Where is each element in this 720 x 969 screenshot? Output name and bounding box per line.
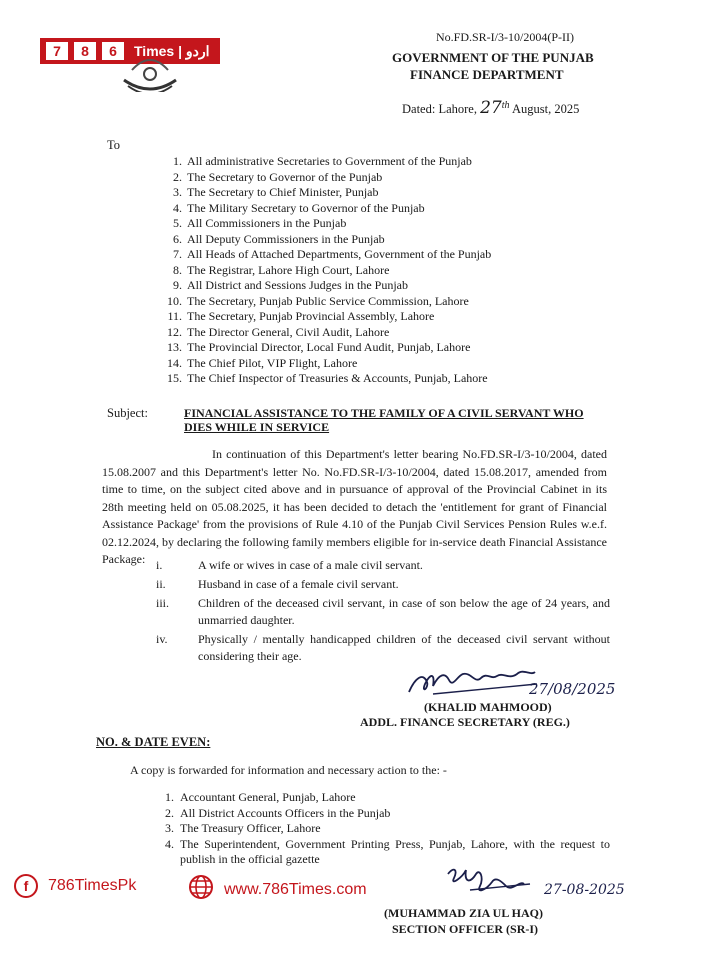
date-prefix: Dated: Lahore, <box>402 102 477 116</box>
list-item: 5. All Commissioners in the Punjab <box>173 216 347 230</box>
body-paragraph <box>102 446 607 569</box>
addressee-list <box>150 154 620 387</box>
body-text: In continuation of this Department's letter bearing No.FD.SR-I/3-10/2004, dated 15.08.2007 and this Department's letter No. No.FD.SR-I/3-10/2004, dated 15.08.2017, amended from time to time, on the subject cited above and in pursuance of approval of the Provincial Cabinet in its 28th meeting held on 05.08.2025, it has been decided to detach the 'entitlement for grant of Financial Assistance Package' from the provisions of Rule 4.10 of the Punjab Civil Services Pension Rules w.e.f. 02.12.2024, by declaring the following family members eligible for in-service death Financial Assistance Package: <box>102 447 607 566</box>
watermark-digit-8: 8 <box>74 42 96 60</box>
date-month-year: August, 2025 <box>511 102 580 116</box>
government-seal-icon <box>118 40 182 92</box>
department-heading: FINANCE DEPARTMENT <box>410 67 564 82</box>
eligible-members-list <box>150 557 610 667</box>
facebook-handle: 786TimesPk <box>48 877 137 894</box>
signature-zia-ul-haq <box>440 860 660 912</box>
to-label: To <box>107 138 121 152</box>
government-heading: GOVERNMENT OF THE PUNJAB <box>392 50 594 65</box>
facebook-link[interactable] <box>14 874 136 898</box>
subject-text: FINANCIAL ASSISTANCE TO THE FAMILY OF A CIVIL SERVANT WHO DIES WHILE IN SERVICE <box>184 406 584 434</box>
reference-number: No.FD.SR-I/3-10/2004(P-II) <box>436 30 574 44</box>
signature-date: 27/08/2025 <box>529 680 616 698</box>
date-day-handwritten: 27 <box>480 98 502 118</box>
signatory-name: (KHALID MAHMOOD) <box>424 700 552 714</box>
list-item: 8. The Registrar, Lahore High Court, Lahore <box>173 262 390 277</box>
copy-forwarded-text: A copy is forwarded for information and necessary action to the: - <box>130 763 447 777</box>
website-url: www.786Times.com <box>224 880 367 898</box>
globe-icon <box>188 874 214 905</box>
list-item: 12. The Director General, Civil Audit, Lahore <box>167 324 390 339</box>
signature-date: 27-08-2025 <box>544 882 625 898</box>
list-item: 10. The Secretary, Punjab Public Service Commission, Lahore <box>167 293 469 308</box>
list-item: 2. The Secretary to Governor of the Punjab <box>173 169 383 184</box>
signature-khalid-mahmood <box>405 658 625 700</box>
list-item: 4. The Superintendent, Government Printing Press, Punjab, Lahore, with the request to publish in the official gazette <box>165 836 610 866</box>
list-item: 14. The Chief Pilot, VIP Flight, Lahore <box>167 355 358 370</box>
list-item: 9. All District and Sessions Judges in the Punjab <box>173 278 408 292</box>
date-line <box>402 98 579 118</box>
watermark-digit-6: 6 <box>102 42 124 60</box>
list-item: 1. All administrative Secretaries to Government of the Punjab <box>173 154 472 168</box>
facebook-icon: f <box>14 874 38 898</box>
watermark-label: Times | اردو <box>134 42 210 59</box>
list-item: 3. The Treasury Officer, Lahore <box>165 821 321 835</box>
section-officer-name: (MUHAMMAD ZIA UL HAQ) <box>384 906 543 920</box>
list-item: ii. Husband in case of a female civil servant. <box>156 577 399 591</box>
website-link[interactable] <box>188 874 367 905</box>
list-item: 11. The Secretary, Punjab Provincial Assembly, Lahore <box>167 309 435 323</box>
list-item: i. A wife or wives in case of a male civil servant. <box>156 558 423 572</box>
list-item: 1. Accountant General, Punjab, Lahore <box>165 790 356 804</box>
date-day-suffix: th <box>501 99 510 111</box>
watermark-digit-7: 7 <box>46 42 68 60</box>
list-item: 6. All Deputy Commissioners in the Punjab <box>173 231 385 246</box>
subject-label: Subject: <box>107 406 148 420</box>
section-officer-designation: SECTION OFFICER (SR-I) <box>392 922 539 936</box>
list-item: 4. The Military Secretary to Governor of the Punjab <box>173 200 425 215</box>
no-and-date-even: NO. & DATE EVEN: <box>96 735 211 749</box>
list-item: iv. Physically / mentally handicapped children of the deceased civil servant without considering their age. <box>156 632 610 663</box>
list-item: 2. All District Accounts Officers in the Punjab <box>165 805 391 820</box>
list-item: 7. All Heads of Attached Departments, Government of the Punjab <box>173 247 492 261</box>
copy-recipients-list <box>150 790 610 868</box>
signatory-designation: ADDL. FINANCE SECRETARY (REG.) <box>360 715 570 729</box>
list-item: iii. Children of the deceased civil servant, in case of son below the age of 24 years, and unmarried daughter. <box>156 596 610 627</box>
list-item: 13. The Provincial Director, Local Fund Audit, Punjab, Lahore <box>167 340 471 354</box>
list-item: 3. The Secretary to Chief Minister, Punjab <box>173 185 379 199</box>
list-item: 15. The Chief Inspector of Treasuries & Accounts, Punjab, Lahore <box>167 371 488 385</box>
